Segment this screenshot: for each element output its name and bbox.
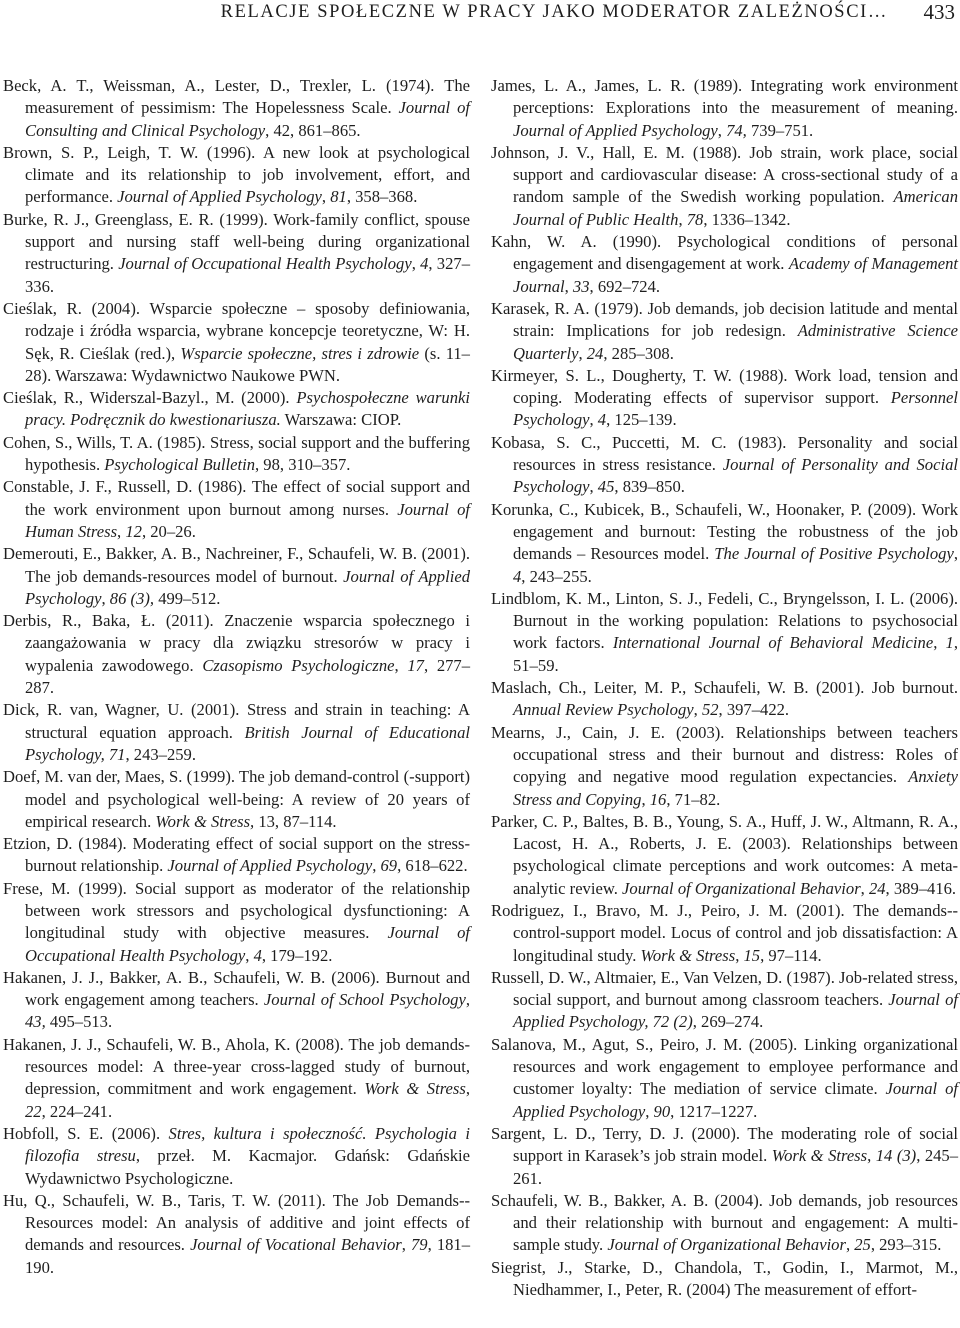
reference-italic-segment: Work & Stress (640, 945, 736, 965)
reference-text-segment: , 98, 310–357. (255, 455, 351, 475)
reference-italic-segment: Administrative Science Quarterly (513, 321, 958, 363)
reference-text-segment: , 839–850. (614, 477, 685, 497)
reference-text-segment: , (589, 410, 598, 430)
reference-text-segment: Hakanen, J. J., Schaufeli, W. B., Ahola, K. (2008). The job demands-resources model: A three-year cross-lagged study of burnout, depression, commitment and work engagement. (3, 1034, 470, 1099)
reference-italic-segment: Work & Stress, (155, 811, 255, 831)
reference-text-segment: Demerouti, E., Bakker, A. B., Nachreiner, F., Schaufeli, W. B. (2001). The job demands-resources model of burnout. (3, 544, 470, 586)
reference-entry (3, 610, 470, 699)
reference-italic-segment: Journal of Personality and Social Psychology (513, 455, 958, 497)
reference-italic-segment: 43, (25, 1012, 46, 1032)
reference-text-segment: , (564, 276, 573, 296)
reference-text-segment: Constable, J. F., Russell, D. (1986). The effect of social support and the work environment upon burnout among nurses. (3, 477, 470, 519)
reference-entry (3, 967, 470, 1034)
reference-italic-segment: Annual Review Psychology (513, 700, 694, 720)
reference-text-segment: , (860, 878, 869, 898)
reference-italic-segment: Journal of Applied Psychology (167, 856, 373, 876)
reference-italic-segment: Journal of Consulting and Clinical Psychology (25, 98, 470, 140)
reference-italic-segment: 25 (854, 1235, 871, 1255)
reference-italic-segment: 24 (586, 343, 604, 363)
reference-text-segment: , 97–114. (760, 945, 822, 965)
reference-entry (3, 75, 470, 142)
reference-italic-segment: 14 (3) (875, 1146, 917, 1166)
reference-italic-segment: Journal of Vocational Behavior (190, 1235, 402, 1255)
reference-italic-segment: 17 (407, 655, 424, 675)
reference-italic-segment: Anxiety Stress and Copying (513, 767, 958, 809)
reference-italic-segment: Psychospołeczne warunki pracy. Podręcznik do kwestionariusza. (25, 388, 470, 430)
reference-italic-segment: 81 (330, 187, 347, 207)
reference-italic-segment: British Journal of Educational Psychology, 71 (25, 722, 470, 764)
reference-text-segment: , 618–622. (397, 856, 468, 876)
reference-entry (491, 499, 958, 588)
reference-text-segment: , (645, 1101, 654, 1121)
reference-italic-segment: Work & Stress (771, 1146, 868, 1166)
reference-text-segment: , (321, 187, 331, 207)
reference-italic-segment: 52 (701, 700, 719, 720)
reference-entry (491, 1123, 958, 1190)
reference-text-segment: Mearns, J., Cain, J. E. (2003). Relationships between teachers occupational stress and their burnout and distress: Roles of copying and negative mood regulation expectancies. (491, 722, 958, 787)
reference-text-segment: Doef, M. van der, Maes, S. (1999). The job demand-control (-support) model and psychological well-being: A review of 20 years of empirical research. (3, 767, 470, 831)
reference-italic-segment: 78 (686, 209, 704, 229)
reference-entry (3, 833, 470, 878)
reference-text-segment: , (101, 588, 110, 608)
reference-italic-segment: Stres, kultura i społeczność. Psychologia i filozofia stresu (25, 1123, 470, 1166)
reference-text-segment: Kahn, W. A. (1990). Psychological conditions of personal engagement and disengagement at work. (491, 232, 958, 274)
reference-text-segment: , 692–724. (589, 276, 661, 296)
reference-text-segment: Cohen, S., Wills, T. A. (1985). Stress, social support and the buffering hypothesis. (3, 432, 470, 475)
reference-italic-segment: 22 (25, 1101, 42, 1121)
reference-italic-segment: 45 (597, 477, 615, 497)
reference-entry (491, 1034, 958, 1123)
reference-italic-segment: 4 (420, 254, 429, 274)
reference-italic-segment: The Journal of Positive Psychology (714, 544, 954, 564)
reference-italic-segment: Czasopismo Psychologiczne (202, 655, 395, 675)
reference-text-segment: , 20–26. (141, 521, 196, 541)
reference-text-segment: , (578, 343, 587, 363)
reference-text-segment: Hu, Q., Schaufeli, W. B., Taris, T. W. (2011). The Job Demands--Resources model: An analysis of additive and joint effects of demands and resources. (3, 1190, 470, 1255)
reference-entry (491, 142, 958, 231)
reference-italic-segment: Work & Stress (364, 1079, 466, 1099)
reference-text-segment: Schaufeli, W. B., Bakker, A. B. (2004). Job demands, job resources and their relationship with burnout and engagement: A multi-sample study. (491, 1190, 958, 1255)
reference-italic-segment: Journal of Applied Psychology (513, 1079, 958, 1121)
reference-text-segment: James, L. A., James, L. R. (1989). Integrating work environment perceptions: Explorations into the measurement of meaning. (491, 76, 958, 118)
reference-entry (491, 588, 958, 677)
reference-entry (3, 878, 470, 967)
reference-entry (491, 811, 958, 900)
reference-italic-segment: 74, (726, 120, 747, 140)
reference-text-segment: , (717, 120, 727, 140)
reference-text-segment: , 181–190. (25, 1235, 471, 1277)
reference-text-segment: Frese, M. (1999). Social support as moderator of the relationship between work stressors and psychological dysfunctioning: A longitudinal study with objective measures. (3, 878, 470, 943)
reference-italic-segment: 15 (743, 945, 761, 965)
reference-text-segment: , 358–368. (346, 187, 418, 207)
reference-text-segment: Hakanen, J. J., Bakker, A. B., Schaufeli, W. B. (2006). Burnout and work engagement among teachers. (3, 967, 470, 1010)
reference-entry (3, 387, 470, 432)
reference-italic-segment: 86 (3), (109, 588, 155, 608)
reference-text-segment: , 243–259. (125, 744, 196, 764)
reference-text-segment: Dick, R. van, Wagner, U. (2001). Stress and strain in teaching: A structural equation approach. (3, 700, 470, 742)
reference-text-segment: , (953, 544, 958, 564)
reference-italic-segment: 90 (653, 1101, 671, 1121)
reference-entry (491, 1190, 958, 1257)
reference-text-segment: , (465, 1079, 470, 1099)
reference-text-segment: , (735, 945, 744, 965)
reference-text-segment: , (933, 633, 946, 653)
reference-entry (491, 298, 958, 365)
reference-text-segment: , 327–336. (25, 254, 470, 296)
reference-text-segment: , 245–261. (513, 1146, 959, 1188)
reference-text-segment: , 224–241. (41, 1101, 113, 1121)
reference-entry (491, 1257, 958, 1302)
reference-text-segment: , (693, 700, 702, 720)
running-header (0, 2, 960, 30)
reference-entry (3, 699, 470, 766)
reference-text-segment: Russell, D. W., Altmaier, E., Van Velzen, D. (1987). Job-related stress, social support, and burnout among classroom teachers. (491, 967, 958, 1010)
reference-text-segment: , przeł. M. Kacmajor. Gdańsk: Gdańskie Wydawnictwo Psychologiczne. (25, 1146, 470, 1188)
reference-text-segment: Kirmeyer, S. L., Dougherty, T. W. (1988). Work load, tension and coping. Moderating effects of supervisor support. (491, 365, 958, 408)
reference-italic-segment: 33 (572, 276, 590, 296)
reference-text-segment: Salanova, M., Agut, S., Peiro, J. M. (2005). Linking organizational resources and work engagement to employee performance and customer loyalty: The mediation of service climate. (491, 1034, 958, 1099)
reference-italic-segment: Journal of Applied Psychology, 72 (2) (513, 990, 958, 1032)
reference-italic-segment: Journal of Applied Psychology (25, 566, 470, 608)
reference-text-segment: , 397–422. (718, 700, 790, 720)
reference-italic-segment: 69 (380, 856, 398, 876)
reference-text-segment: , (117, 521, 126, 541)
reference-text-segment: , (465, 990, 470, 1010)
reference-text-segment: , (401, 1235, 411, 1255)
reference-text-segment: , 389–416. (885, 878, 957, 898)
reference-text-segment: , 1217–1227. (670, 1101, 758, 1121)
reference-text-segment: Cieślak, R. (2004). Wsparcie społeczne – sposoby definiowania, rodzaje i źródła wsparcia, wybrane koncepcje teoretyczne, W: H. Sęk, R. Cieślak (red.), (3, 298, 470, 363)
reference-entry (3, 1034, 470, 1123)
reference-entry (491, 365, 958, 432)
reference-italic-segment: 4 (597, 410, 607, 430)
reference-text-segment: , 42, 861–865. (265, 120, 361, 140)
reference-text-segment: Korunka, C., Kubicek, B., Schaufeli, W., Hoonaker, P. (2009). Work engagement and burnout: Testing the robustness of the job demands – Resources model. (491, 499, 958, 564)
reference-text-segment: 13, 87–114. (254, 811, 337, 831)
reference-italic-segment: Wsparcie społeczne, stres i zdrowie (180, 343, 420, 363)
reference-text-segment: , (394, 655, 408, 675)
reference-text-segment: Parker, C. P., Baltes, B. B., Young, S. A., Huff, J. W., Altmann, R. A., Lacost, H. A., Roberts, J. E. (2003). Relationships between psychological climate perceptions and work outcomes: A meta-analytic review. (491, 811, 958, 898)
reference-text-segment: Derbis, R., Baka, Ł. (2011). Znaczenie wsparcia społecznego i zaangażowania w pracy dla związku stresorów w pracy i wypalenia zawodowego. (3, 611, 470, 675)
reference-text-segment: Hobfoll, S. E. (2006). (3, 1123, 169, 1143)
reference-italic-segment: Journal of Applied Psychology (513, 120, 718, 140)
reference-text-segment: (s. 11–28). Warszawa: Wydawnictwo Naukowe PWN. (25, 343, 470, 385)
reference-italic-segment: 12 (125, 521, 142, 541)
reference-text-segment: , 1336–1342. (703, 209, 791, 229)
reference-entry (3, 766, 470, 833)
reference-text-segment: , 269–274. (692, 1012, 764, 1032)
reference-entry (3, 432, 470, 477)
reference-entry (491, 75, 958, 142)
reference-italic-segment: Journal of Organizational Behavior (607, 1235, 846, 1255)
reference-italic-segment: 24 (868, 878, 886, 898)
reference-text-segment: Beck, A. T., Weissman, A., Lester, D., Trexler, L. (1974). The measurement of pessimism: The Hopelessness Scale. (3, 76, 470, 118)
reference-text-segment: Cieślak, R., Widerszal-Bazyl., M. (2000). (3, 388, 297, 408)
reference-italic-segment: 16 (649, 789, 667, 809)
reference-entry (491, 722, 958, 811)
reference-text-segment: Rodriguez, I., Bravo, M. J., Peiro, J. M. (2001). The demands--control-support model. Locus of control and job dissatisfaction: A longitudinal study. (491, 900, 958, 965)
reference-text-segment: , 179–192. (261, 945, 333, 965)
reference-entry (3, 476, 470, 543)
reference-entry (3, 543, 470, 610)
page-number: 433 (923, 0, 955, 24)
reference-italic-segment: Journal of Occupational Health Psychology (118, 254, 412, 274)
reference-entry (3, 298, 470, 387)
reference-text-segment: Siegrist, J., Starke, D., Chandola, T., Godin, I., Marmot, M., Niedhammer, I., Peter, R. (2004) The measurement of effort- (491, 1257, 958, 1300)
reference-text-segment: , (411, 254, 421, 274)
reference-italic-segment: Journal of Organizational Behavior (622, 878, 861, 898)
reference-italic-segment: Psychological Bulletin (104, 455, 255, 475)
references-left-column (3, 75, 470, 1279)
reference-text-segment: Johnson, J. V., Hall, E. M. (1988). Job strain, work place, social support and cardiovascular disease: A cross-sectional study of a random sample of the Swedish working population. (491, 142, 958, 207)
reference-text-segment: , (845, 1235, 855, 1255)
reference-text-segment: , (867, 1146, 876, 1166)
reference-text-segment: Brown, S. P., Leigh, T. W. (1996). A new look at psychological climate and its relationship to job involvement, effort, and performance. (3, 142, 470, 207)
reference-italic-segment: 4 (253, 945, 262, 965)
reference-entry (491, 967, 958, 1034)
reference-text-segment: 495–513. (45, 1012, 113, 1032)
reference-text-segment: Warszawa: CIOP. (280, 410, 402, 430)
reference-text-segment: Lindblom, K. M., Linton, S. J., Fedeli, C., Bryngelsson, I. L. (2006). Burnout in the working population: Relations to psychosocial work factors. (491, 588, 958, 653)
reference-text-segment: , 277–287. (25, 655, 471, 698)
reference-text-segment: , 243–255. (521, 566, 592, 586)
reference-italic-segment: Personnel Psychology (513, 388, 958, 430)
reference-italic-segment: Journal of Occupational Health Psychology (25, 923, 470, 965)
reference-text-segment: Maslach, Ch., Leiter, M. P., Schaufeli, W. B. (2001). Job burnout. (491, 678, 958, 698)
reference-text-segment: Etzion, D. (1984). Moderating effect of social support on the stress-burnout relationship. (3, 834, 470, 876)
reference-entry (3, 142, 470, 209)
reference-entry (3, 1123, 470, 1190)
reference-text-segment: , (678, 209, 687, 229)
reference-text-segment: Burke, R. J., Greenglass, E. R. (1999). Work-family conflict, spouse support and nursing staff well-being during organizational restructuring. (3, 209, 470, 274)
reference-text-segment: Sargent, L. D., Terry, D. J. (2000). The moderating role of social support in Karasek’s job strain model. (491, 1123, 958, 1166)
reference-italic-segment: 4 (513, 566, 522, 586)
reference-text-segment: 739–751. (746, 120, 814, 140)
reference-italic-segment: International Journal of Behavioral Medicine (612, 633, 934, 653)
reference-italic-segment: Journal of Applied Psychology (117, 187, 322, 207)
reference-entry (3, 1190, 470, 1279)
reference-italic-segment: American Journal of Public Health (513, 187, 958, 229)
reference-italic-segment: Journal of School Psychology (263, 990, 466, 1010)
reference-text-segment: Karasek, R. A. (1979). Job demands, job decision latitude and mental strain: Implications for job redesign. (491, 298, 958, 341)
reference-text-segment: , (372, 856, 381, 876)
reference-text-segment: 499–512. (154, 588, 221, 608)
reference-text-segment: , (245, 945, 254, 965)
reference-text-segment: , (641, 789, 650, 809)
running-title: RELACJE SPOŁECZNE W PRACY JAKO MODERATOR ZALEŻNOŚCI… (220, 2, 888, 22)
reference-entry (491, 432, 958, 499)
reference-entry (3, 209, 470, 298)
reference-italic-segment: 79 (410, 1235, 428, 1255)
reference-text-segment: , 125–139. (606, 410, 677, 430)
reference-text-segment: Kobasa, S. C., Puccetti, M. C. (1983). Personality and social resources in stress resistance. (491, 432, 958, 475)
reference-text-segment: , 51–59. (513, 633, 958, 675)
reference-text-segment: , 71–82. (666, 789, 721, 809)
reference-italic-segment: Academy of Management Journal (513, 254, 958, 296)
reference-text-segment: , 285–308. (603, 343, 674, 363)
reference-text-segment: , 293–315. (870, 1235, 942, 1255)
references-right-column (491, 75, 958, 1301)
reference-entry (491, 677, 958, 722)
reference-entry (491, 231, 958, 298)
reference-italic-segment: 1 (945, 633, 954, 653)
reference-entry (491, 900, 958, 967)
reference-text-segment: , (589, 477, 598, 497)
reference-italic-segment: Journal of Human Stress (25, 499, 470, 541)
